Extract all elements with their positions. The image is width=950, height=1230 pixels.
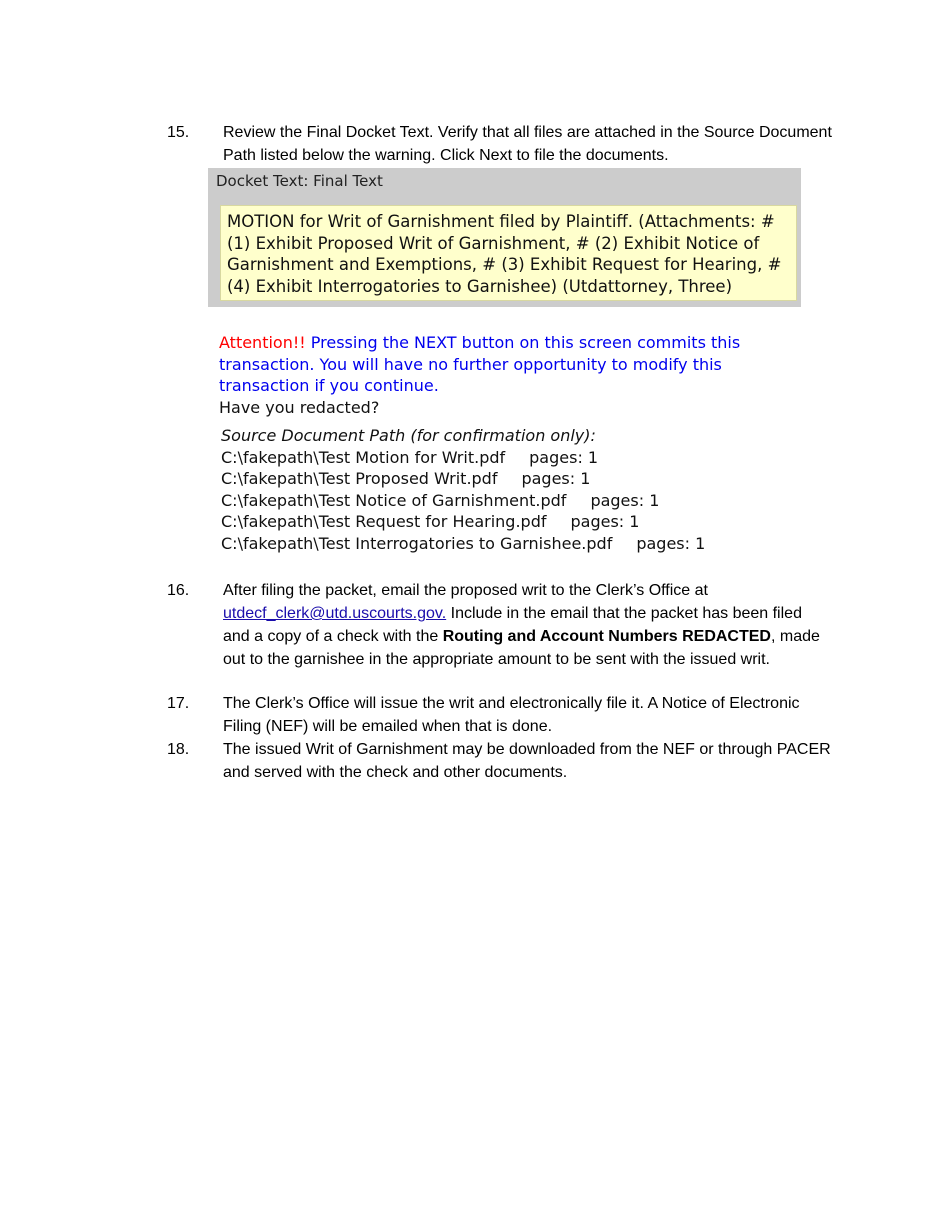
step-number: 17. — [167, 695, 190, 712]
source-title: Source Document Path (for confirmation only): — [221, 426, 596, 445]
step-text: Review the Final Docket Text. Verify that all files are attached in the Source Document Path listed below the warning. Click Next to file the documents. — [223, 124, 832, 164]
file-path: C:\fakepath\Test Proposed Writ.pdf — [221, 469, 498, 488]
source-file-row — [221, 447, 821, 469]
docket-text-panel — [208, 168, 801, 307]
source-file-row — [221, 511, 821, 533]
source-file-row — [221, 533, 821, 555]
file-pages: pages: 1 — [529, 447, 599, 467]
step-text-middle: Include in the email that the packet has been filed and a copy of a check with the — [223, 605, 802, 645]
step-17 — [167, 692, 832, 738]
source-document-path — [221, 425, 821, 554]
step-text — [223, 579, 832, 671]
step-16 — [167, 579, 832, 671]
step-text-after: , made out to the garnishee in the appropriate amount to be sent with the issued writ. — [223, 628, 820, 668]
file-pages: pages: 1 — [570, 512, 640, 531]
commit-warning — [219, 332, 779, 418]
source-file-row — [221, 468, 821, 490]
step-number: 16. — [167, 582, 190, 599]
step-number: 15. — [167, 124, 190, 141]
file-path: C:\fakepath\Test Notice of Garnishment.pdf — [221, 490, 567, 510]
file-pages: pages: 1 — [521, 469, 591, 488]
redacted-emphasis: Routing and Account Numbers REDACTED — [442, 628, 771, 645]
source-file-row — [221, 490, 821, 512]
step-18 — [167, 738, 832, 784]
step-text: The issued Writ of Garnishment may be downloaded from the NEF or through PACER and served with the check and other documents. — [223, 741, 831, 781]
file-pages: pages: 1 — [636, 533, 706, 553]
docket-final-text: MOTION for Writ of Garnishment filed by Plaintiff. (Attachments: # (1) Exhibit Proposed Writ of Garnishment, # (2) Exhibit Notice of Garnishment and Exemptions, # (3) Exhibit Request for Hearing, # (4) Exhibit Interrogatories to Garnishee) (Utdattorney, Three) — [220, 205, 797, 301]
file-path: C:\fakepath\Test Motion for Writ.pdf — [221, 447, 506, 467]
warning-message: Pressing the NEXT button on this screen commits this transaction. You will have no further opportunity to modify this transaction if you continue. — [219, 333, 741, 395]
clerk-email-link[interactable]: utdecf_clerk@utd.uscourts.gov. — [223, 605, 447, 622]
file-path: C:\fakepath\Test Request for Hearing.pdf — [221, 512, 547, 531]
step-15 — [167, 121, 832, 167]
redacted-question: Have you redacted? — [219, 397, 380, 417]
file-path: C:\fakepath\Test Interrogatories to Garnishee.pdf — [221, 533, 613, 553]
step-text: The Clerk’s Office will issue the writ and electronically file it. A Notice of Electronic Filing (NEF) will be emailed when that is done. — [223, 695, 800, 735]
step-number: 18. — [167, 741, 190, 758]
docket-header: Docket Text: Final Text — [216, 172, 383, 190]
file-pages: pages: 1 — [590, 490, 660, 510]
attention-label: Attention!! — [219, 333, 306, 352]
step-text-before: After filing the packet, email the proposed writ to the Clerk’s Office at — [223, 582, 708, 599]
